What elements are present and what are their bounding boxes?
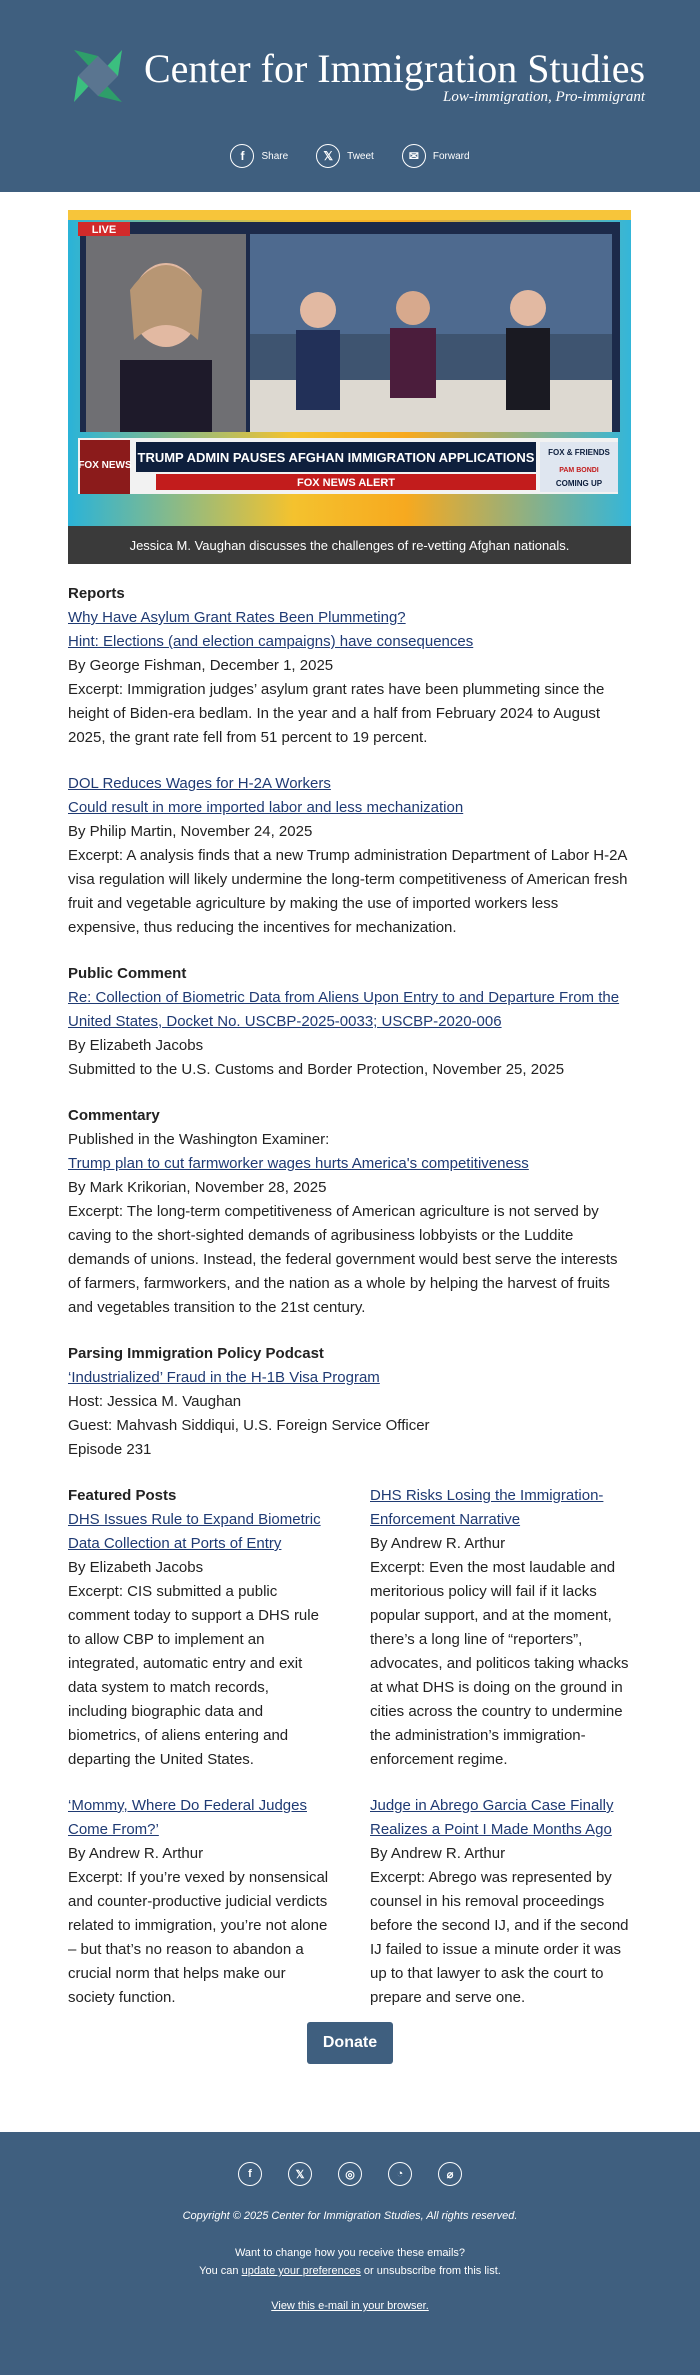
excerpt: Excerpt: Even the most laudable and meritorious policy will fail if it lacks popular support, and at the moment, there’s a long line of “reporters”, advocates, and politicos taking whacks at what DHS is doing on the ground in cities across the country to undermine the administration’s immigration-enforcement regime. (370, 1559, 629, 1768)
header (0, 0, 700, 192)
preferences-block (0, 2244, 700, 2280)
byline: By Philip Martin, November 24, 2025 (68, 823, 313, 840)
commentary-link[interactable]: Trump plan to cut farmworker wages hurts America's competitiveness (68, 1155, 529, 1172)
copyright: Copyright © 2025 Center for Immigration Studies, All rights reserved. (182, 2210, 518, 2222)
excerpt: Excerpt: CIS submitted a public comment today to support a DHS rule to allow CBP to implement an integrated, automatic entry and exit data system to match records, including biographic data and biometrics, of aliens entering and departing the United States. (68, 1583, 319, 1768)
featured-left-column (68, 1484, 330, 2010)
banner-text: TRUMP ADMIN PAUSES AFGHAN IMMIGRATION APPLICATIONS (137, 450, 535, 465)
footer (0, 2132, 700, 2375)
section-title: Parsing Immigration Policy Podcast (68, 1345, 324, 1362)
coming-up: COMING UP (555, 479, 603, 488)
byline: By Andrew R. Arthur (370, 1845, 506, 1862)
public-comment-link[interactable]: Re: Collection of Biometric Data from Aliens Upon Entry to and Departure From the United States, Docket No. USCBP-2025-0033; USCBP-2020-006 (68, 989, 620, 1030)
byline: By Elizabeth Jacobs (68, 1037, 204, 1054)
show-logo: FOX & FRIENDS (548, 448, 610, 457)
tagline: Low-immigration, Pro-immigrant (443, 88, 646, 105)
byline: By Andrew R. Arthur (370, 1535, 506, 1552)
commentary-section (68, 1104, 632, 1320)
facebook-icon[interactable]: f (238, 2162, 262, 2186)
excerpt: Excerpt: The long-term competitiveness of American agriculture is not served by caving to the short-sighted demands of agribusiness lobbyists or the Luddite demands of unions. Instead, the federal government would best serve the interests of farmers, farmworkers, and the nation as a whole by helping the harvest of fruits and vegetables transition to the 21st century. (68, 1203, 618, 1316)
instagram-icon[interactable]: ◎ (338, 2162, 362, 2186)
byline: By Andrew R. Arthur (68, 1845, 204, 1862)
public-comment-section (68, 962, 632, 1082)
social-links (0, 2162, 700, 2186)
update-preferences-link[interactable]: update your preferences (241, 2265, 361, 2277)
podcast-link[interactable]: ‘Industrialized’ Fraud in the H-1B Visa Program (68, 1369, 380, 1386)
report-subtitle-link[interactable]: Could result in more imported labor and less mechanization (68, 799, 464, 816)
featured-link[interactable]: Judge in Abrego Garcia Case Finally Realizes a Point I Made Months Ago (370, 1797, 614, 1838)
hero-image[interactable] (68, 210, 631, 526)
guest-name: PAM BONDI (559, 467, 599, 474)
facebook-icon: f (230, 144, 254, 168)
submission-note: Submitted to the U.S. Customs and Border Protection, November 25, 2025 (68, 1061, 565, 1078)
you-can-text: You can (199, 2265, 242, 2277)
hero (68, 210, 631, 564)
podcast-guest: Guest: Mahvash Siddiqui, U.S. Foreign Service Officer (68, 1417, 430, 1434)
x-icon[interactable]: 𝕏 (288, 2162, 312, 2186)
report-link[interactable]: Why Have Asylum Grant Rates Been Plummeting? (68, 609, 406, 626)
share-button[interactable] (230, 144, 288, 168)
link-icon[interactable]: ⌀ (438, 2162, 462, 2186)
featured-item (68, 1508, 330, 1772)
live-badge: LIVE (91, 224, 117, 236)
unsubscribe-text: or unsubscribe from this list. (360, 2265, 501, 2277)
brand-name: Center for Immigration Studies (144, 45, 646, 91)
section-title: Reports (68, 585, 125, 602)
change-line: Want to change how you receive these emails? (234, 2247, 466, 2259)
featured-item (370, 1794, 632, 2010)
excerpt: Excerpt: If you’re vexed by nonsensical and counter-productive judicial verdicts related to immigration, you’re not alone – but that’s no reason to abandon a crucial norm that helps make our society function. (68, 1869, 329, 2006)
featured-link[interactable]: ‘Mommy, Where Do Federal Judges Come From?’ (68, 1797, 307, 1838)
report-item (68, 606, 632, 750)
featured-right-column (370, 1484, 632, 2010)
forward-label: Forward (432, 150, 470, 162)
section-title: Public Comment (68, 965, 187, 982)
podcast-section (68, 1342, 632, 1462)
featured-link[interactable]: DHS Risks Losing the Immigration-Enforcement Narrative (370, 1487, 604, 1528)
tweet-label: Tweet (347, 150, 374, 162)
excerpt: Excerpt: Immigration judges’ asylum grant rates have been plummeting since the height of Biden-era bedlam. In the year and a half from February 2024 to August 2025, the grant rate fell from 51 percent to 19 percent. (68, 681, 605, 746)
excerpt: Excerpt: Abrego was represented by counsel in his removal proceedings before the second IJ, and if the second IJ failed to issue a minute order it was up to that lawyer to ask the court to prepare and serve one. (370, 1869, 629, 2006)
forward-button[interactable] (402, 144, 470, 168)
logo[interactable] (64, 42, 645, 110)
featured-posts (68, 1484, 632, 2010)
view-in-browser (0, 2300, 700, 2312)
tweet-button[interactable] (316, 144, 374, 168)
mail-icon: ✉ (402, 144, 426, 168)
channel-logo: FOX NEWS (78, 460, 132, 471)
byline: By George Fishman, December 1, 2025 (68, 657, 334, 674)
rss-icon[interactable]: ◔ (388, 2162, 412, 2186)
featured-item (370, 1484, 632, 1772)
donate-button[interactable]: Donate (307, 2022, 393, 2064)
reports-section (68, 582, 632, 940)
published-in: Published in the Washington Examiner: (68, 1131, 330, 1148)
section-title: Featured Posts (68, 1487, 177, 1504)
hero-caption: Jessica M. Vaughan discusses the challenges of re-vetting Afghan nationals. (68, 526, 631, 564)
excerpt: Excerpt: A analysis finds that a new Trump administration Department of Labor H-2A visa regulation will likely undermine the long-term competitiveness of American fresh fruit and vegetable agriculture by making the use of imported workers less expensive, thus reducing the incentives for mechanization. (68, 847, 628, 936)
share-bar (0, 144, 700, 168)
byline: By Elizabeth Jacobs (68, 1559, 204, 1576)
podcast-host: Host: Jessica M. Vaughan (68, 1393, 242, 1410)
cis-logo-icon (64, 42, 132, 110)
featured-item (68, 1794, 330, 2010)
brand (144, 47, 645, 106)
main-content (68, 582, 632, 2064)
view-in-browser-link[interactable]: View this e-mail in your browser. (271, 2300, 429, 2312)
podcast-episode: Episode 231 (68, 1441, 152, 1458)
report-item (68, 772, 632, 940)
donate-wrap (68, 2022, 632, 2064)
share-label: Share (261, 150, 289, 162)
report-link[interactable]: DOL Reduces Wages for H-2A Workers (68, 775, 331, 792)
featured-link[interactable]: DHS Issues Rule to Expand Biometric Data Collection at Ports of Entry (68, 1511, 321, 1552)
byline: By Mark Krikorian, November 28, 2025 (68, 1179, 327, 1196)
tv-screenshot (68, 210, 631, 526)
preferences-line (0, 2262, 700, 2280)
section-title: Commentary (68, 1107, 160, 1124)
alert-text: FOX NEWS ALERT (297, 477, 395, 489)
x-icon: 𝕏 (316, 144, 340, 168)
report-subtitle-link[interactable]: Hint: Elections (and election campaigns) have consequences (68, 633, 474, 650)
